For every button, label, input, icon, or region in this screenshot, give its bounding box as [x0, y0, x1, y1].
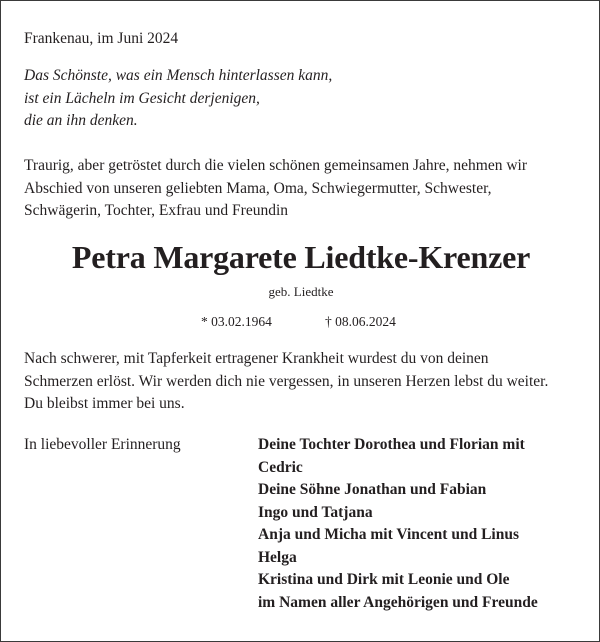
memory-label: In liebevoller Erinnerung	[24, 436, 181, 453]
mourner-line: Anja und Micha mit Vincent und Linus	[258, 526, 519, 543]
intro-text	[24, 155, 527, 223]
message-line: Schmerzen erlöst. Wir werden dich nie vergessen, in unseren Herzen lebst du weiter.	[24, 372, 549, 390]
message-line: Nach schwerer, mit Tapferkeit ertragener Krankheit wurdest du von deinen	[24, 350, 489, 367]
place-date: Frankenau, im Juni 2024	[24, 30, 179, 47]
intro-line: Abschied von unseren geliebten Mama, Oma, Schwiegermutter, Schwester,	[24, 179, 492, 197]
mourner-line: Helga	[258, 548, 297, 566]
memorial-quote	[24, 65, 332, 133]
quote-line: die an ihn denken.	[24, 112, 138, 129]
maiden-name: geb. Liedtke	[268, 284, 334, 299]
mourner-line: Deine Tochter Dorothea und Florian mit	[258, 436, 525, 453]
farewell-message	[24, 348, 548, 416]
mourners-list	[258, 434, 538, 614]
mourner-line: Deine Söhne Jonathan und Fabian	[258, 481, 487, 498]
deceased-name: Petra Margarete Liedtke-Krenzer	[71, 239, 531, 275]
mourner-line: Cedric	[258, 458, 303, 476]
quote-line: Das Schönste, was ein Mensch hinterlassen kann,	[24, 67, 333, 84]
quote-line: ist ein Lächeln im Gesicht derjenigen,	[24, 89, 260, 107]
mourner-line: Kristina und Dirk mit Leonie und Ole	[258, 571, 510, 588]
intro-line: Schwägerin, Tochter, Exfrau und Freundin	[24, 202, 289, 219]
message-line: Du bleibst immer bei uns.	[24, 395, 185, 412]
intro-line: Traurig, aber getröstet durch die vielen schönen gemeinsamen Jahre, nehmen wir	[24, 157, 528, 174]
birth-date: * 03.02.1964	[201, 314, 272, 329]
death-date: † 08.06.2024	[325, 314, 396, 329]
mourner-line: im Namen aller Angehörigen und Freunde	[258, 593, 538, 611]
mourner-line: Ingo und Tatjana	[258, 503, 373, 521]
